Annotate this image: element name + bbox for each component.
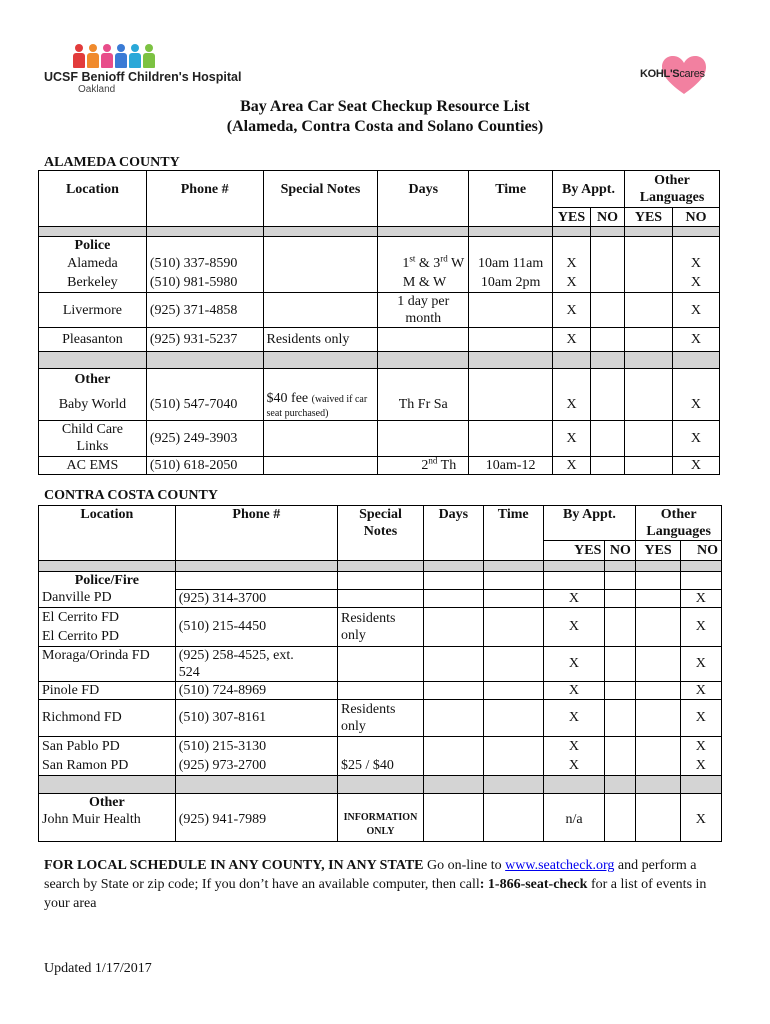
police-fire-label: Police/Fire: [39, 572, 176, 590]
appt-yes-mark: X: [568, 738, 580, 754]
ucsf-logo-text: UCSF Benioff Children's Hospital: [44, 70, 242, 84]
table-row: [39, 681, 722, 699]
col-languages: Other Languages: [636, 506, 722, 541]
table-row: [39, 607, 722, 646]
phone-cell: (510) 307-8161: [175, 699, 337, 736]
location-cell: El Cerrito PD: [42, 628, 119, 644]
notes-cell: $40 fee (waived if car seat purchased): [263, 390, 378, 421]
lang-no-mark: X: [672, 456, 719, 474]
lang-yes: YES: [624, 208, 672, 227]
location-cell: Danville PD: [39, 589, 176, 607]
phone-cell: (510) 215-3130: [178, 738, 267, 754]
location-cell: Moraga/Orinda FD: [39, 646, 176, 681]
lang-yes: YES: [636, 541, 680, 561]
table-row: [39, 736, 722, 775]
col-appt: By Appt.: [553, 171, 625, 208]
location-cell: Pleasanton: [39, 328, 147, 352]
lang-no-mark: X: [680, 811, 721, 841]
phone-cell: (925) 941-7989: [175, 811, 337, 841]
phone-cell: (510) 547-7040: [146, 390, 263, 421]
phone-cell: (925) 258-4525, ext. 524: [175, 646, 337, 681]
kohls-cares-logo: [630, 52, 725, 98]
appt-no: NO: [591, 208, 625, 227]
ucsf-logo-subtext: Oakland: [78, 84, 116, 95]
lang-no: NO: [672, 208, 719, 227]
other-label: Other: [39, 793, 176, 811]
kohls-logo-text: KOHL'Scares: [640, 68, 705, 80]
table-row: [39, 390, 720, 421]
appt-yes-mark: X: [553, 456, 591, 474]
appt-yes: YES: [553, 208, 591, 227]
lang-no-mark: X: [672, 420, 719, 456]
lang-no-mark: X: [695, 738, 706, 754]
table-row: [39, 293, 720, 328]
notes-cell: INFORMATION ONLY: [337, 811, 423, 841]
time-cell: 10am-12: [469, 456, 553, 474]
col-days: Days: [423, 506, 483, 541]
phone-cell: (925) 931-5237: [146, 328, 263, 352]
appt-no: NO: [605, 541, 636, 561]
police-label: Police: [39, 237, 147, 255]
col-location: Location: [39, 506, 176, 541]
phone-cell: (510) 618-2050: [146, 456, 263, 474]
days-cell: 1st & 3rd W M & W: [378, 254, 469, 293]
other-label: Other: [39, 369, 147, 390]
time-cell: 10am 11am: [478, 256, 544, 271]
lang-no-mark: X: [695, 757, 706, 773]
time-cell: 10am 2pm: [480, 275, 541, 290]
notes-cell: $25 / $40: [340, 757, 394, 773]
updated-date: Updated 1/17/2017: [44, 961, 152, 976]
col-phone: Phone #: [146, 171, 263, 208]
col-notes: Special Notes: [263, 171, 378, 208]
appt-yes-mark: X: [543, 589, 605, 607]
col-days: Days: [378, 171, 469, 208]
footer-note: FOR LOCAL SCHEDULE IN ANY COUNTY, IN ANY STATE Go on-line to www.seatcheck.org and perform a search by State or zip code; If you don’t have an available computer, then call: 1-866-seat-check for a list of events in your area: [44, 858, 707, 911]
location-cell: Richmond FD: [39, 699, 176, 736]
phone-cell: (510) 215-4450: [175, 607, 337, 646]
appt-yes-mark: X: [543, 607, 605, 646]
location-cell: Alameda: [67, 256, 118, 271]
col-time: Time: [483, 506, 543, 541]
location-cell: Child Care Links: [39, 420, 147, 456]
location-cell: Livermore: [39, 293, 147, 328]
lang-no-mark: X: [680, 607, 721, 646]
phone-cell: (510) 337-8590: [149, 256, 238, 271]
appt-yes-mark: X: [543, 646, 605, 681]
location-cell: El Cerrito FD: [42, 609, 119, 625]
appt-na: n/a: [543, 811, 605, 841]
table-row: [39, 811, 722, 841]
col-location: Location: [39, 171, 147, 208]
table-row: [39, 254, 720, 293]
contra-costa-heading: CONTRA COSTA COUNTY: [44, 488, 218, 503]
col-phone: Phone #: [175, 506, 337, 541]
contra-costa-table: [38, 505, 722, 842]
table-row: [39, 589, 722, 607]
phone-cell: (925) 371-4858: [146, 293, 263, 328]
appt-yes-mark: X: [553, 293, 591, 328]
alameda-table: [38, 170, 720, 475]
location-cell: Baby World: [39, 390, 147, 421]
table-row: [39, 420, 720, 456]
location-cell: Pinole FD: [39, 681, 176, 699]
col-notes: Special Notes: [337, 506, 423, 541]
lang-no: NO: [680, 541, 721, 561]
location-cell: Berkeley: [67, 275, 118, 290]
phone-cell: (510) 981-5980: [149, 275, 238, 290]
page-subtitle: (Alameda, Contra Costa and Solano Counties): [226, 118, 544, 135]
appt-yes-mark: X: [568, 757, 580, 773]
notes-cell: Residents only: [263, 328, 378, 352]
lang-no-mark: X: [680, 646, 721, 681]
col-time: Time: [469, 171, 553, 208]
seatcheck-link[interactable]: www.seatcheck.org: [505, 858, 615, 873]
lang-no-mark: X: [672, 328, 719, 352]
appt-yes-mark: X: [553, 390, 591, 421]
children-figures-icon: [72, 44, 192, 70]
notes-cell: Residents only: [337, 699, 423, 736]
table-row: [39, 699, 722, 736]
col-languages: Other Languages: [624, 171, 719, 208]
lang-no-mark: X: [680, 589, 721, 607]
page-title: Bay Area Car Seat Checkup Resource List: [240, 98, 530, 115]
location-cell: San Ramon PD: [42, 757, 129, 773]
lang-no-mark: X: [690, 256, 702, 271]
days-cell: 2nd Th: [378, 456, 469, 474]
location-cell: John Muir Health: [39, 811, 176, 841]
days-cell: 1 day per month: [378, 293, 469, 328]
phone-cell: (510) 724-8969: [175, 681, 337, 699]
alameda-heading: ALAMEDA COUNTY: [44, 155, 180, 170]
table-row: [39, 646, 722, 681]
appt-yes-mark: X: [566, 256, 577, 271]
ucsf-benioff-logo: [44, 44, 244, 96]
days-cell: Th Fr Sa: [378, 390, 469, 421]
appt-yes-mark: X: [543, 699, 605, 736]
phone-cell: (925) 314-3700: [175, 589, 337, 607]
appt-yes-mark: X: [553, 328, 591, 352]
location-cell: San Pablo PD: [42, 738, 120, 754]
lang-no-mark: X: [680, 699, 721, 736]
appt-yes-mark: X: [553, 420, 591, 456]
notes-cell: Residents only: [337, 607, 423, 646]
lang-no-mark: X: [680, 681, 721, 699]
appt-yes-mark: X: [566, 275, 577, 290]
table-row: [39, 456, 720, 474]
lang-no-mark: X: [672, 293, 719, 328]
col-appt: By Appt.: [543, 506, 636, 541]
appt-yes: YES: [543, 541, 605, 561]
table-row: [39, 328, 720, 352]
lang-no-mark: X: [672, 390, 719, 421]
phone-cell: (925) 973-2700: [178, 757, 267, 773]
location-cell: AC EMS: [39, 456, 147, 474]
appt-yes-mark: X: [543, 681, 605, 699]
lang-no-mark: X: [690, 275, 702, 290]
phone-cell: (925) 249-3903: [146, 420, 263, 456]
